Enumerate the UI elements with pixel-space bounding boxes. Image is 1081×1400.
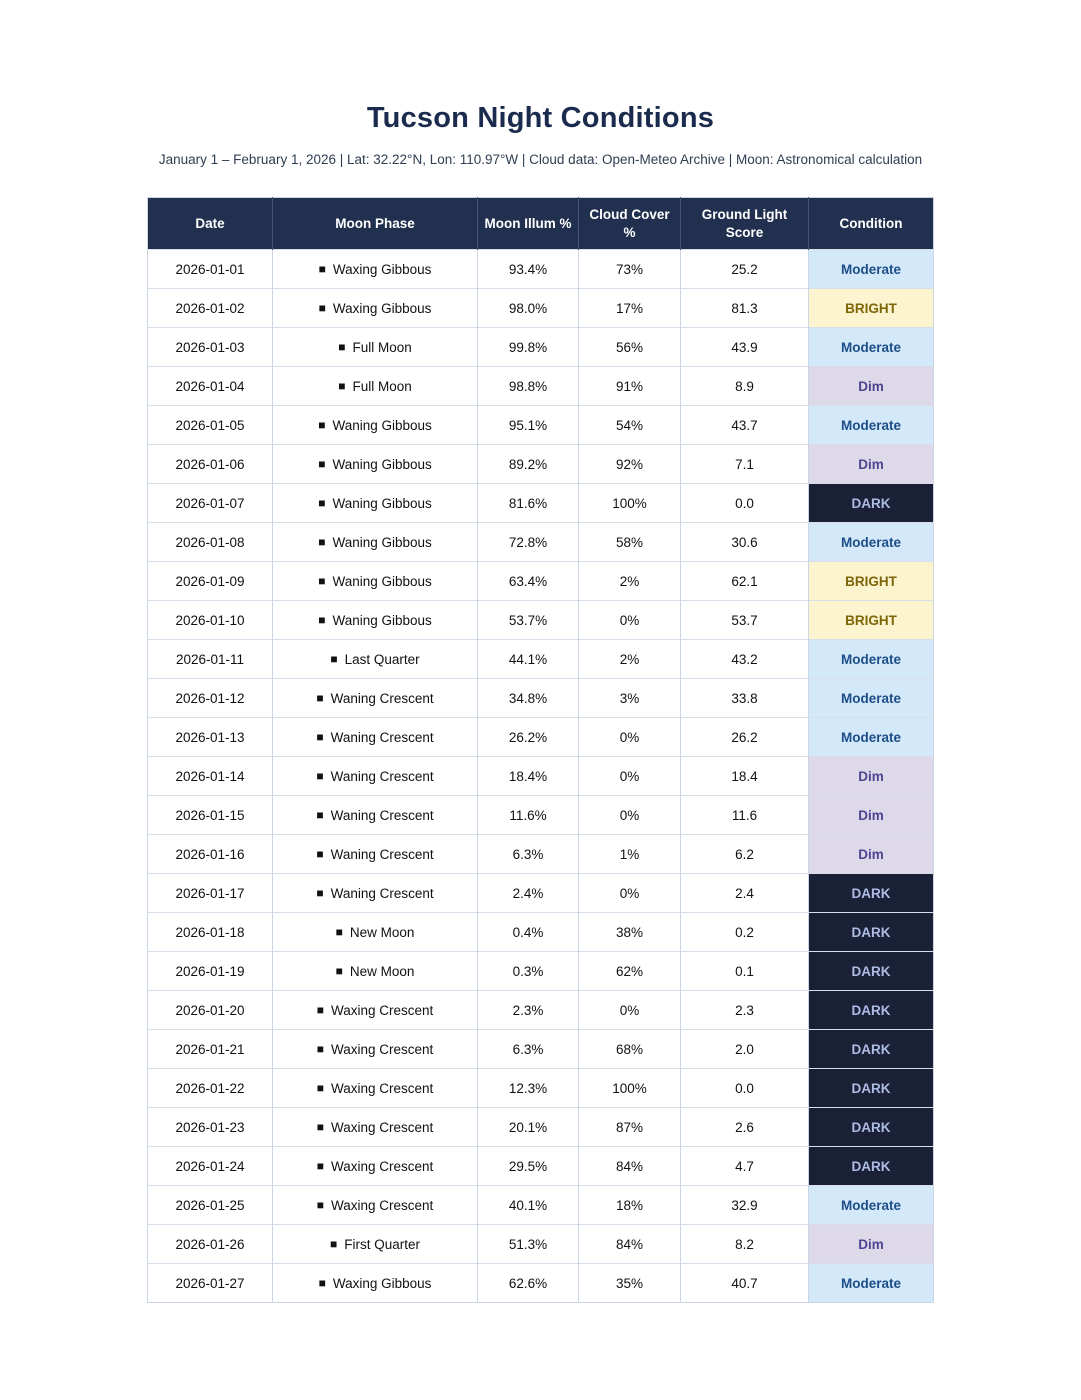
page-subtitle: January 1 – February 1, 2026 | Lat: 32.22°N, Lon: 110.97°W | Cloud data: Open-Meteo Archive | Moon: Astronomical calculation <box>158 152 923 168</box>
condition-badge: BRIGHT <box>809 562 934 601</box>
moon-phase-cell <box>273 640 478 679</box>
table-row <box>148 679 934 718</box>
ground-light-score-cell: 43.9 <box>681 328 809 367</box>
date-cell: 2026-01-13 <box>148 718 273 757</box>
table-row <box>148 874 934 913</box>
moon-phase-label: Waxing Crescent <box>330 1041 434 1057</box>
condition-badge: Dim <box>809 757 934 796</box>
date-cell: 2026-01-01 <box>148 250 273 289</box>
ground-light-score-cell: 7.1 <box>681 445 809 484</box>
ground-light-score-cell: 0.1 <box>681 952 809 991</box>
ground-light-score-cell: 11.6 <box>681 796 809 835</box>
moon-phase-cell <box>273 679 478 718</box>
cloud-cover-cell: 91% <box>579 367 681 406</box>
condition-badge: DARK <box>809 1069 934 1108</box>
condition-badge: DARK <box>809 1030 934 1069</box>
moon-phase-icon: ■ <box>338 378 346 393</box>
date-cell: 2026-01-12 <box>148 679 273 718</box>
ground-light-score-cell: 62.1 <box>681 562 809 601</box>
moon-phase-label: Waxing Gibbous <box>332 300 432 316</box>
date-cell: 2026-01-10 <box>148 601 273 640</box>
table-row <box>148 913 934 952</box>
cloud-cover-cell: 0% <box>579 718 681 757</box>
moon-phase-icon: ■ <box>316 846 324 861</box>
moon-phase-cell <box>273 445 478 484</box>
date-cell: 2026-01-17 <box>148 874 273 913</box>
condition-badge: Moderate <box>809 328 934 367</box>
moon-phase-label: Waxing Crescent <box>330 1119 434 1135</box>
date-cell: 2026-01-22 <box>148 1069 273 1108</box>
table-row <box>148 835 934 874</box>
ground-light-score-cell: 8.2 <box>681 1225 809 1264</box>
moon-illum-cell: 20.1% <box>478 1108 579 1147</box>
date-cell: 2026-01-16 <box>148 835 273 874</box>
moon-phase-cell <box>273 523 478 562</box>
col-header-moon-phase: Moon Phase <box>273 198 478 250</box>
moon-phase-cell <box>273 991 478 1030</box>
date-cell: 2026-01-21 <box>148 1030 273 1069</box>
moon-phase-icon: ■ <box>316 1197 324 1212</box>
ground-light-score-cell: 2.0 <box>681 1030 809 1069</box>
ground-light-score-cell: 2.4 <box>681 874 809 913</box>
ground-light-score-cell: 30.6 <box>681 523 809 562</box>
date-cell: 2026-01-06 <box>148 445 273 484</box>
cloud-cover-cell: 100% <box>579 1069 681 1108</box>
moon-illum-cell: 6.3% <box>478 1030 579 1069</box>
moon-phase-cell <box>273 289 478 328</box>
moon-phase-cell <box>273 406 478 445</box>
moon-illum-cell: 72.8% <box>478 523 579 562</box>
condition-badge: DARK <box>809 952 934 991</box>
moon-phase-icon: ■ <box>318 300 326 315</box>
table-row <box>148 406 934 445</box>
ground-light-score-cell: 53.7 <box>681 601 809 640</box>
ground-light-score-cell: 8.9 <box>681 367 809 406</box>
table-row <box>148 1225 934 1264</box>
moon-phase-cell <box>273 1030 478 1069</box>
moon-illum-cell: 0.3% <box>478 952 579 991</box>
table-row <box>148 1264 934 1303</box>
cloud-cover-cell: 84% <box>579 1147 681 1186</box>
table-row <box>148 796 934 835</box>
moon-phase-cell <box>273 952 478 991</box>
col-header-moon-illum: Moon Illum % <box>478 198 579 250</box>
moon-phase-label: Waning Crescent <box>330 690 434 706</box>
condition-badge: Moderate <box>809 523 934 562</box>
moon-phase-cell <box>273 250 478 289</box>
moon-phase-label: Waning Gibbous <box>332 534 432 550</box>
moon-phase-icon: ■ <box>316 1041 324 1056</box>
moon-phase-icon: ■ <box>316 1119 324 1134</box>
date-cell: 2026-01-04 <box>148 367 273 406</box>
moon-phase-cell <box>273 601 478 640</box>
moon-phase-label: Last Quarter <box>344 651 420 667</box>
condition-badge: DARK <box>809 1108 934 1147</box>
moon-illum-cell: 98.8% <box>478 367 579 406</box>
moon-phase-icon: ■ <box>318 261 326 276</box>
date-cell: 2026-01-27 <box>148 1264 273 1303</box>
table-row <box>148 1147 934 1186</box>
table-row <box>148 445 934 484</box>
condition-badge: Moderate <box>809 1186 934 1225</box>
moon-phase-icon: ■ <box>318 1275 326 1290</box>
moon-illum-cell: 98.0% <box>478 289 579 328</box>
moon-phase-label: Waning Gibbous <box>332 417 432 433</box>
moon-phase-cell <box>273 913 478 952</box>
cloud-cover-cell: 17% <box>579 289 681 328</box>
moon-phase-label: Waning Crescent <box>330 807 434 823</box>
ground-light-score-cell: 0.0 <box>681 484 809 523</box>
cloud-cover-cell: 73% <box>579 250 681 289</box>
moon-phase-label: Waning Gibbous <box>332 495 432 511</box>
ground-light-score-cell: 6.2 <box>681 835 809 874</box>
cloud-cover-cell: 58% <box>579 523 681 562</box>
ground-light-score-cell: 25.2 <box>681 250 809 289</box>
ground-light-score-cell: 32.9 <box>681 1186 809 1225</box>
condition-badge: Dim <box>809 367 934 406</box>
date-cell: 2026-01-19 <box>148 952 273 991</box>
moon-phase-label: Waxing Gibbous <box>332 1275 432 1291</box>
date-cell: 2026-01-08 <box>148 523 273 562</box>
cloud-cover-cell: 68% <box>579 1030 681 1069</box>
condition-badge: DARK <box>809 874 934 913</box>
table-row <box>148 991 934 1030</box>
moon-phase-icon: ■ <box>318 573 326 588</box>
moon-illum-cell: 63.4% <box>478 562 579 601</box>
moon-illum-cell: 95.1% <box>478 406 579 445</box>
moon-phase-icon: ■ <box>329 1236 338 1251</box>
moon-phase-label: Waning Gibbous <box>332 456 432 472</box>
night-conditions-table <box>147 197 934 1303</box>
moon-phase-icon: ■ <box>316 1158 324 1173</box>
condition-badge: BRIGHT <box>809 601 934 640</box>
condition-badge: Dim <box>809 445 934 484</box>
cloud-cover-cell: 0% <box>579 874 681 913</box>
col-header-cloud-cover: Cloud Cover % <box>579 198 681 250</box>
cloud-cover-cell: 38% <box>579 913 681 952</box>
moon-phase-cell <box>273 328 478 367</box>
table-row <box>148 718 934 757</box>
moon-phase-cell <box>273 484 478 523</box>
moon-illum-cell: 26.2% <box>478 718 579 757</box>
moon-phase-cell <box>273 874 478 913</box>
ground-light-score-cell: 40.7 <box>681 1264 809 1303</box>
page-title: Tucson Night Conditions <box>366 102 715 134</box>
date-cell: 2026-01-02 <box>148 289 273 328</box>
table-row <box>148 640 934 679</box>
condition-badge: DARK <box>809 484 934 523</box>
cloud-cover-cell: 54% <box>579 406 681 445</box>
moon-phase-cell <box>273 562 478 601</box>
moon-phase-icon: ■ <box>330 651 338 666</box>
ground-light-score-cell: 2.6 <box>681 1108 809 1147</box>
moon-illum-cell: 18.4% <box>478 757 579 796</box>
cloud-cover-cell: 56% <box>579 328 681 367</box>
date-cell: 2026-01-09 <box>148 562 273 601</box>
ground-light-score-cell: 2.3 <box>681 991 809 1030</box>
moon-phase-icon: ■ <box>318 495 326 510</box>
moon-illum-cell: 53.7% <box>478 601 579 640</box>
moon-illum-cell: 29.5% <box>478 1147 579 1186</box>
moon-phase-label: First Quarter <box>344 1236 420 1252</box>
date-cell: 2026-01-14 <box>148 757 273 796</box>
table-row <box>148 289 934 328</box>
moon-phase-cell <box>273 757 478 796</box>
condition-badge: Moderate <box>809 1264 934 1303</box>
moon-phase-label: New Moon <box>349 924 415 940</box>
table-row <box>148 952 934 991</box>
moon-phase-icon: ■ <box>316 885 324 900</box>
date-cell: 2026-01-24 <box>148 1147 273 1186</box>
moon-phase-icon: ■ <box>318 456 326 471</box>
moon-phase-icon: ■ <box>316 1080 324 1095</box>
condition-badge: Moderate <box>809 718 934 757</box>
moon-phase-label: Waxing Crescent <box>330 1080 434 1096</box>
moon-phase-cell <box>273 1225 478 1264</box>
moon-phase-cell <box>273 796 478 835</box>
date-cell: 2026-01-23 <box>148 1108 273 1147</box>
table-row <box>148 601 934 640</box>
moon-illum-cell: 2.4% <box>478 874 579 913</box>
moon-phase-label: Waning Crescent <box>330 885 434 901</box>
date-cell: 2026-01-05 <box>148 406 273 445</box>
cloud-cover-cell: 92% <box>579 445 681 484</box>
moon-phase-icon: ■ <box>316 729 324 744</box>
date-cell: 2026-01-25 <box>148 1186 273 1225</box>
moon-phase-icon: ■ <box>338 339 346 354</box>
moon-phase-label: Full Moon <box>352 339 412 355</box>
moon-phase-cell <box>273 1069 478 1108</box>
moon-phase-cell <box>273 835 478 874</box>
cloud-cover-cell: 0% <box>579 757 681 796</box>
condition-badge: DARK <box>809 913 934 952</box>
moon-phase-icon: ■ <box>316 768 324 783</box>
ground-light-score-cell: 33.8 <box>681 679 809 718</box>
moon-phase-label: New Moon <box>349 963 415 979</box>
cloud-cover-cell: 2% <box>579 562 681 601</box>
table-header-row <box>148 198 934 250</box>
moon-phase-cell <box>273 1186 478 1225</box>
table-row <box>148 523 934 562</box>
moon-illum-cell: 93.4% <box>478 250 579 289</box>
moon-phase-icon: ■ <box>318 612 326 627</box>
moon-phase-label: Waxing Crescent <box>330 1158 434 1174</box>
date-cell: 2026-01-18 <box>148 913 273 952</box>
moon-phase-cell <box>273 1264 478 1303</box>
ground-light-score-cell: 0.2 <box>681 913 809 952</box>
moon-phase-icon: ■ <box>318 534 326 549</box>
moon-illum-cell: 11.6% <box>478 796 579 835</box>
moon-illum-cell: 40.1% <box>478 1186 579 1225</box>
cloud-cover-cell: 87% <box>579 1108 681 1147</box>
cloud-cover-cell: 84% <box>579 1225 681 1264</box>
moon-phase-label: Waning Gibbous <box>332 573 432 589</box>
moon-illum-cell: 81.6% <box>478 484 579 523</box>
moon-phase-label: Waning Gibbous <box>332 612 432 628</box>
condition-badge: Dim <box>809 1225 934 1264</box>
condition-badge: Moderate <box>809 250 934 289</box>
table-row <box>148 757 934 796</box>
moon-phase-label: Full Moon <box>352 378 412 394</box>
ground-light-score-cell: 26.2 <box>681 718 809 757</box>
ground-light-score-cell: 4.7 <box>681 1147 809 1186</box>
date-cell: 2026-01-20 <box>148 991 273 1030</box>
moon-phase-cell <box>273 1108 478 1147</box>
ground-light-score-cell: 81.3 <box>681 289 809 328</box>
condition-badge: Moderate <box>809 640 934 679</box>
date-cell: 2026-01-15 <box>148 796 273 835</box>
table-row <box>148 328 934 367</box>
moon-illum-cell: 34.8% <box>478 679 579 718</box>
condition-badge: DARK <box>809 1147 934 1186</box>
ground-light-score-cell: 43.2 <box>681 640 809 679</box>
condition-badge: Dim <box>809 835 934 874</box>
moon-illum-cell: 2.3% <box>478 991 579 1030</box>
moon-phase-label: Waning Crescent <box>330 846 434 862</box>
table-row <box>148 484 934 523</box>
cloud-cover-cell: 0% <box>579 796 681 835</box>
moon-illum-cell: 44.1% <box>478 640 579 679</box>
moon-illum-cell: 51.3% <box>478 1225 579 1264</box>
moon-phase-icon: ■ <box>316 807 324 822</box>
moon-phase-icon: ■ <box>316 690 324 705</box>
table-row <box>148 1030 934 1069</box>
moon-phase-label: Waxing Crescent <box>330 1002 434 1018</box>
moon-illum-cell: 99.8% <box>478 328 579 367</box>
ground-light-score-cell: 43.7 <box>681 406 809 445</box>
moon-illum-cell: 0.4% <box>478 913 579 952</box>
moon-phase-icon: ■ <box>335 924 343 939</box>
moon-phase-cell <box>273 1147 478 1186</box>
cloud-cover-cell: 62% <box>579 952 681 991</box>
cloud-cover-cell: 18% <box>579 1186 681 1225</box>
moon-phase-icon: ■ <box>318 417 326 432</box>
moon-phase-label: Waning Crescent <box>330 729 434 745</box>
ground-light-score-cell: 18.4 <box>681 757 809 796</box>
cloud-cover-cell: 0% <box>579 991 681 1030</box>
col-header-condition: Condition <box>809 198 934 250</box>
moon-phase-cell <box>273 367 478 406</box>
condition-badge: Dim <box>809 796 934 835</box>
cloud-cover-cell: 0% <box>579 601 681 640</box>
moon-illum-cell: 6.3% <box>478 835 579 874</box>
moon-illum-cell: 12.3% <box>478 1069 579 1108</box>
table-row <box>148 1186 934 1225</box>
table-row <box>148 367 934 406</box>
cloud-cover-cell: 1% <box>579 835 681 874</box>
col-header-date: Date <box>148 198 273 250</box>
table-body <box>148 250 934 1303</box>
table-row <box>148 1069 934 1108</box>
date-cell: 2026-01-26 <box>148 1225 273 1264</box>
ground-light-score-cell: 0.0 <box>681 1069 809 1108</box>
table-row <box>148 250 934 289</box>
moon-phase-label: Waxing Gibbous <box>332 261 432 277</box>
moon-phase-cell <box>273 718 478 757</box>
table-row <box>148 562 934 601</box>
condition-badge: Moderate <box>809 679 934 718</box>
col-header-ground-light: Ground Light Score <box>681 198 809 250</box>
table-row <box>148 1108 934 1147</box>
date-cell: 2026-01-03 <box>148 328 273 367</box>
condition-badge: Moderate <box>809 406 934 445</box>
condition-badge: DARK <box>809 991 934 1030</box>
cloud-cover-cell: 100% <box>579 484 681 523</box>
condition-badge: BRIGHT <box>809 289 934 328</box>
moon-illum-cell: 62.6% <box>478 1264 579 1303</box>
cloud-cover-cell: 2% <box>579 640 681 679</box>
cloud-cover-cell: 35% <box>579 1264 681 1303</box>
moon-phase-label: Waxing Crescent <box>330 1197 434 1213</box>
date-cell: 2026-01-11 <box>148 640 273 679</box>
cloud-cover-cell: 3% <box>579 679 681 718</box>
moon-illum-cell: 89.2% <box>478 445 579 484</box>
moon-phase-label: Waning Crescent <box>330 768 434 784</box>
moon-phase-icon: ■ <box>335 963 343 978</box>
moon-phase-icon: ■ <box>316 1002 324 1017</box>
date-cell: 2026-01-07 <box>148 484 273 523</box>
